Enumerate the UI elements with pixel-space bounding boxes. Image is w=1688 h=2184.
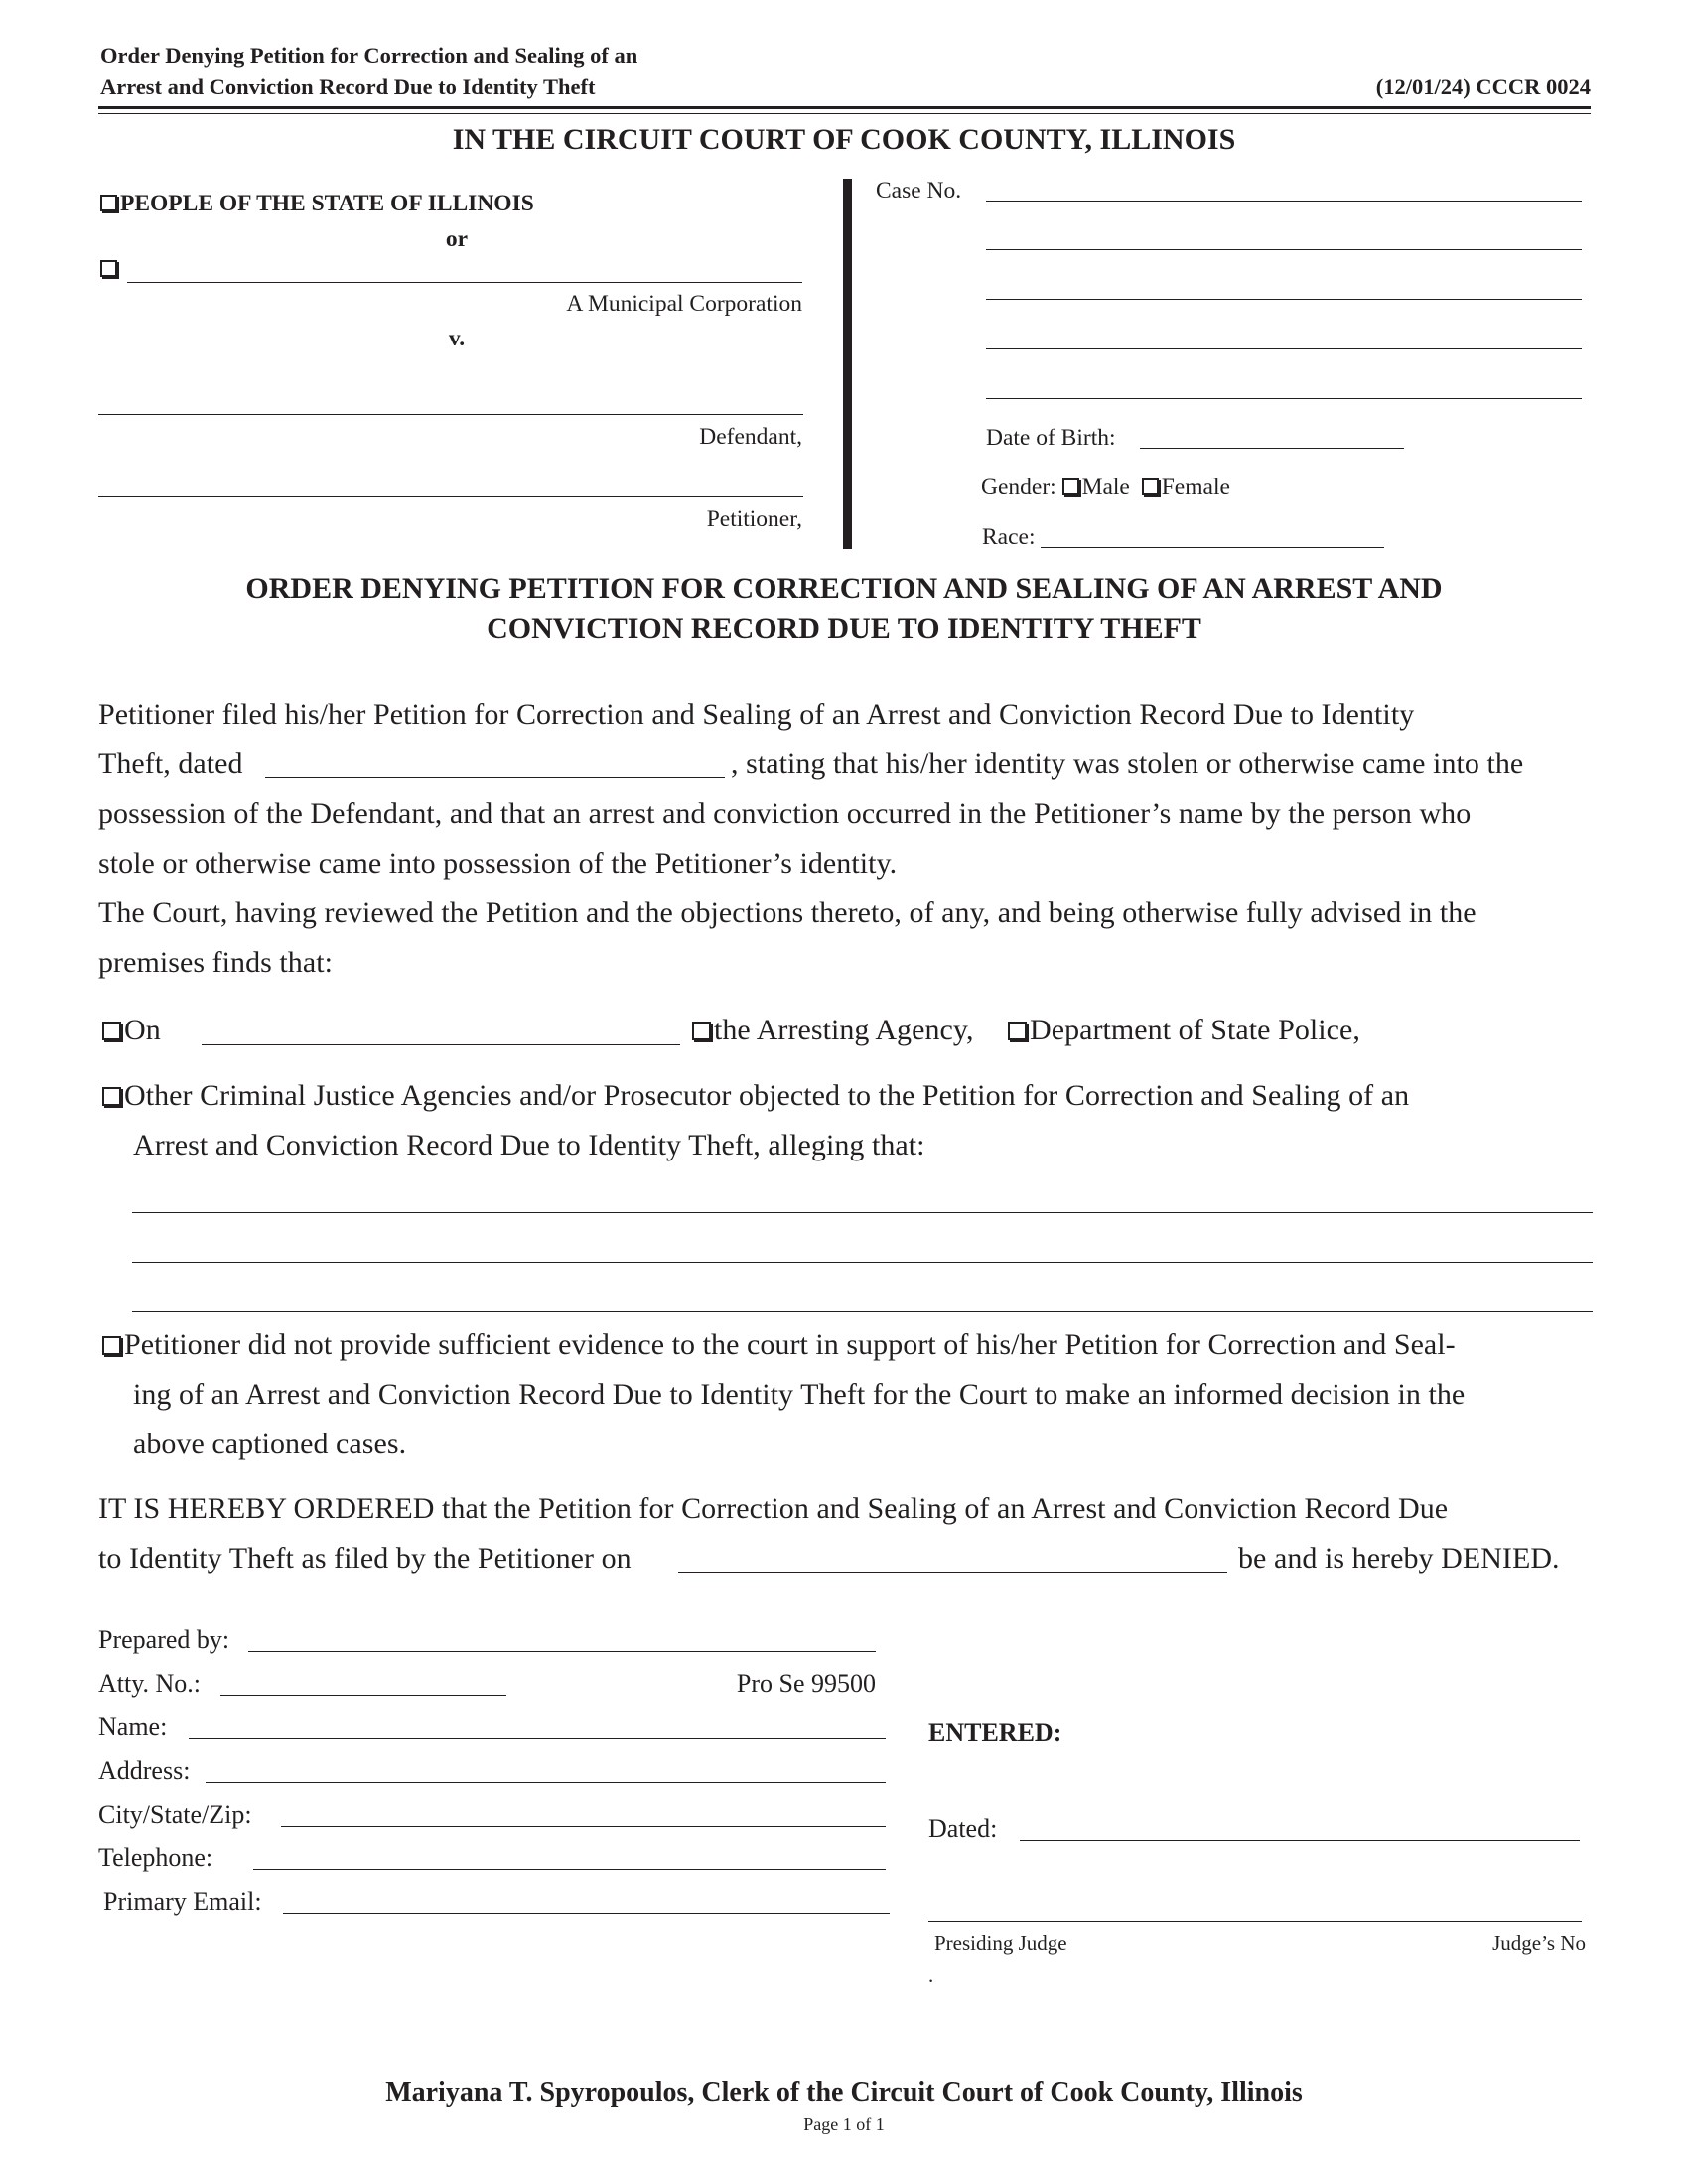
entered-label: ENTERED: (928, 1718, 1062, 1747)
other-line1: Other Criminal Justice Agencies and/or Prosecutor objected to the Petition for Correction and Sealing of an (124, 1079, 1410, 1112)
people-label: PEOPLE OF THE STATE OF ILLINOIS (120, 191, 534, 216)
state-police-option[interactable] (1008, 1014, 1360, 1047)
stray-dot: . (928, 1964, 934, 1987)
header-rule-thick (98, 106, 1591, 109)
form-title-line1: Order Denying Petition for Correction and Sealing of an (100, 43, 638, 68)
allegation-field-1[interactable] (132, 1212, 1593, 1213)
name-label: Name: (98, 1712, 168, 1741)
gender-label: Gender: (981, 475, 1056, 500)
municipal-checkbox-wrap[interactable] (100, 260, 120, 281)
male-checkbox[interactable] (1062, 478, 1079, 495)
court-title: IN THE CIRCUIT COURT OF COOK COUNTY, ILLINOIS (452, 123, 1236, 156)
allegation-field-3[interactable] (132, 1311, 1593, 1312)
municipal-label: A Municipal Corporation (566, 291, 802, 317)
primary-email-field[interactable] (283, 1913, 890, 1914)
pro-se-code: Pro Se 99500 (736, 1669, 876, 1698)
name-field[interactable] (189, 1738, 886, 1739)
petition-date-field[interactable] (265, 777, 725, 778)
case-no-field-3[interactable] (986, 299, 1582, 300)
prepared-by-label: Prepared by: (98, 1625, 230, 1654)
insufficient-evidence-option[interactable] (102, 1328, 1456, 1362)
page-number: Page 1 of 1 (803, 2115, 885, 2134)
gender-row (981, 475, 1230, 501)
municipal-name-field[interactable] (127, 282, 802, 283)
p1-line2b: , stating that his/her identity was stolen or otherwise came into the (731, 748, 1524, 780)
arresting-agency-option[interactable] (692, 1014, 974, 1047)
insufficient-evidence-checkbox[interactable] (102, 1336, 121, 1355)
p2-line2: premises finds that: (98, 946, 333, 979)
case-no-field-1[interactable] (986, 201, 1582, 202)
order-title-line1: ORDER DENYING PETITION FOR CORRECTION AND SEALING OF AN ARREST AND (245, 572, 1443, 605)
defendant-label: Defendant, (699, 424, 802, 450)
primary-email-label: Primary Email: (103, 1887, 262, 1916)
p1-line1: Petitioner filed his/her Petition for Correction and Sealing of an Arrest and Conviction Record Due to Identity (98, 698, 1415, 731)
ordered-line2a: to Identity Theft as filed by the Petitioner on (98, 1542, 632, 1574)
dob-field[interactable] (1140, 448, 1404, 449)
p1-line2a: Theft, dated (98, 748, 243, 780)
on-label: On (124, 1014, 161, 1046)
case-no-field-2[interactable] (986, 249, 1582, 250)
versus-label: v. (448, 326, 466, 351)
prepared-by-field[interactable] (248, 1651, 876, 1652)
telephone-label: Telephone: (98, 1843, 213, 1872)
telephone-field[interactable] (253, 1869, 886, 1870)
other-line2: Arrest and Conviction Record Due to Identity Theft, alleging that: (133, 1129, 925, 1161)
p1-line3: possession of the Defendant, and that an arrest and conviction occurred in the Petitioner’s name by the person who (98, 797, 1472, 830)
p1-line4: stole or otherwise came into possession of the Petitioner’s identity. (98, 847, 898, 880)
race-field[interactable] (1041, 547, 1384, 548)
race-label: Race: (982, 524, 1036, 550)
dated-field[interactable] (1020, 1840, 1580, 1841)
dated-label: Dated: (928, 1814, 998, 1843)
dob-label: Date of Birth: (986, 425, 1116, 451)
insuff-line1: Petitioner did not provide sufficient evidence to the court in support of his/her Petition for Correction and Seal- (124, 1328, 1456, 1361)
arresting-agency-checkbox[interactable] (692, 1022, 711, 1040)
on-option[interactable] (102, 1014, 161, 1047)
plaintiff-option-people[interactable] (100, 191, 534, 217)
judge-signature-field[interactable] (928, 1921, 1582, 1922)
insuff-line3: above captioned cases. (133, 1428, 407, 1460)
arresting-agency-label: the Arresting Agency, (714, 1014, 974, 1046)
female-label: Female (1161, 475, 1230, 500)
form-title-line2: Arrest and Conviction Record Due to Identity Theft (100, 74, 596, 99)
p2-line1: The Court, having reviewed the Petition and the objections thereto, of any, and being otherwise fully advised in the (98, 896, 1477, 929)
case-no-field-4[interactable] (986, 348, 1582, 349)
other-agencies-option[interactable] (102, 1079, 1409, 1113)
order-title-line2: CONVICTION RECORD DUE TO IDENTITY THEFT (487, 613, 1201, 645)
state-police-checkbox[interactable] (1008, 1022, 1027, 1040)
allegation-field-2[interactable] (132, 1262, 1593, 1263)
presiding-judge-label: Presiding Judge (934, 1931, 1067, 1955)
clerk-footer: Mariyana T. Spyropoulos, Clerk of the Circuit Court of Cook County, Illinois (385, 2077, 1303, 2108)
judges-no-label: Judge’s No (1492, 1931, 1586, 1955)
municipal-checkbox[interactable] (100, 260, 117, 277)
form-code: (12/01/24) CCCR 0024 (1375, 74, 1591, 99)
people-checkbox[interactable] (100, 195, 117, 211)
defendant-name-field[interactable] (98, 414, 803, 415)
ordered-line2b: be and is hereby DENIED. (1238, 1542, 1560, 1574)
case-no-label: Case No. (876, 178, 962, 204)
order-title (0, 568, 1688, 649)
objection-date-field[interactable] (202, 1044, 680, 1045)
on-checkbox[interactable] (102, 1022, 121, 1040)
caption-divider (843, 179, 852, 549)
address-field[interactable] (206, 1782, 886, 1783)
ordered-line1: IT IS HEREBY ORDERED that the Petition for Correction and Sealing of an Arrest and Conviction Record Due (98, 1492, 1449, 1525)
state-police-label: Department of State Police, (1030, 1014, 1360, 1046)
female-checkbox[interactable] (1142, 478, 1159, 495)
filed-date-field[interactable] (678, 1572, 1227, 1573)
case-no-field-5[interactable] (986, 398, 1582, 399)
atty-no-label: Atty. No.: (98, 1669, 202, 1698)
address-label: Address: (98, 1756, 191, 1785)
other-agencies-checkbox[interactable] (102, 1087, 121, 1106)
petitioner-label: Petitioner, (706, 506, 802, 532)
petitioner-name-field[interactable] (98, 496, 803, 497)
or-label: or (445, 226, 469, 252)
form-title (100, 40, 637, 103)
header-rule-thin (98, 113, 1591, 114)
atty-no-field[interactable] (220, 1695, 506, 1696)
male-label: Male (1081, 475, 1130, 500)
insuff-line2: ing of an Arrest and Conviction Record Due to Identity Theft for the Court to make an informed decision in the (133, 1378, 1466, 1411)
city-state-zip-label: City/State/Zip: (98, 1800, 252, 1829)
city-state-zip-field[interactable] (281, 1826, 886, 1827)
